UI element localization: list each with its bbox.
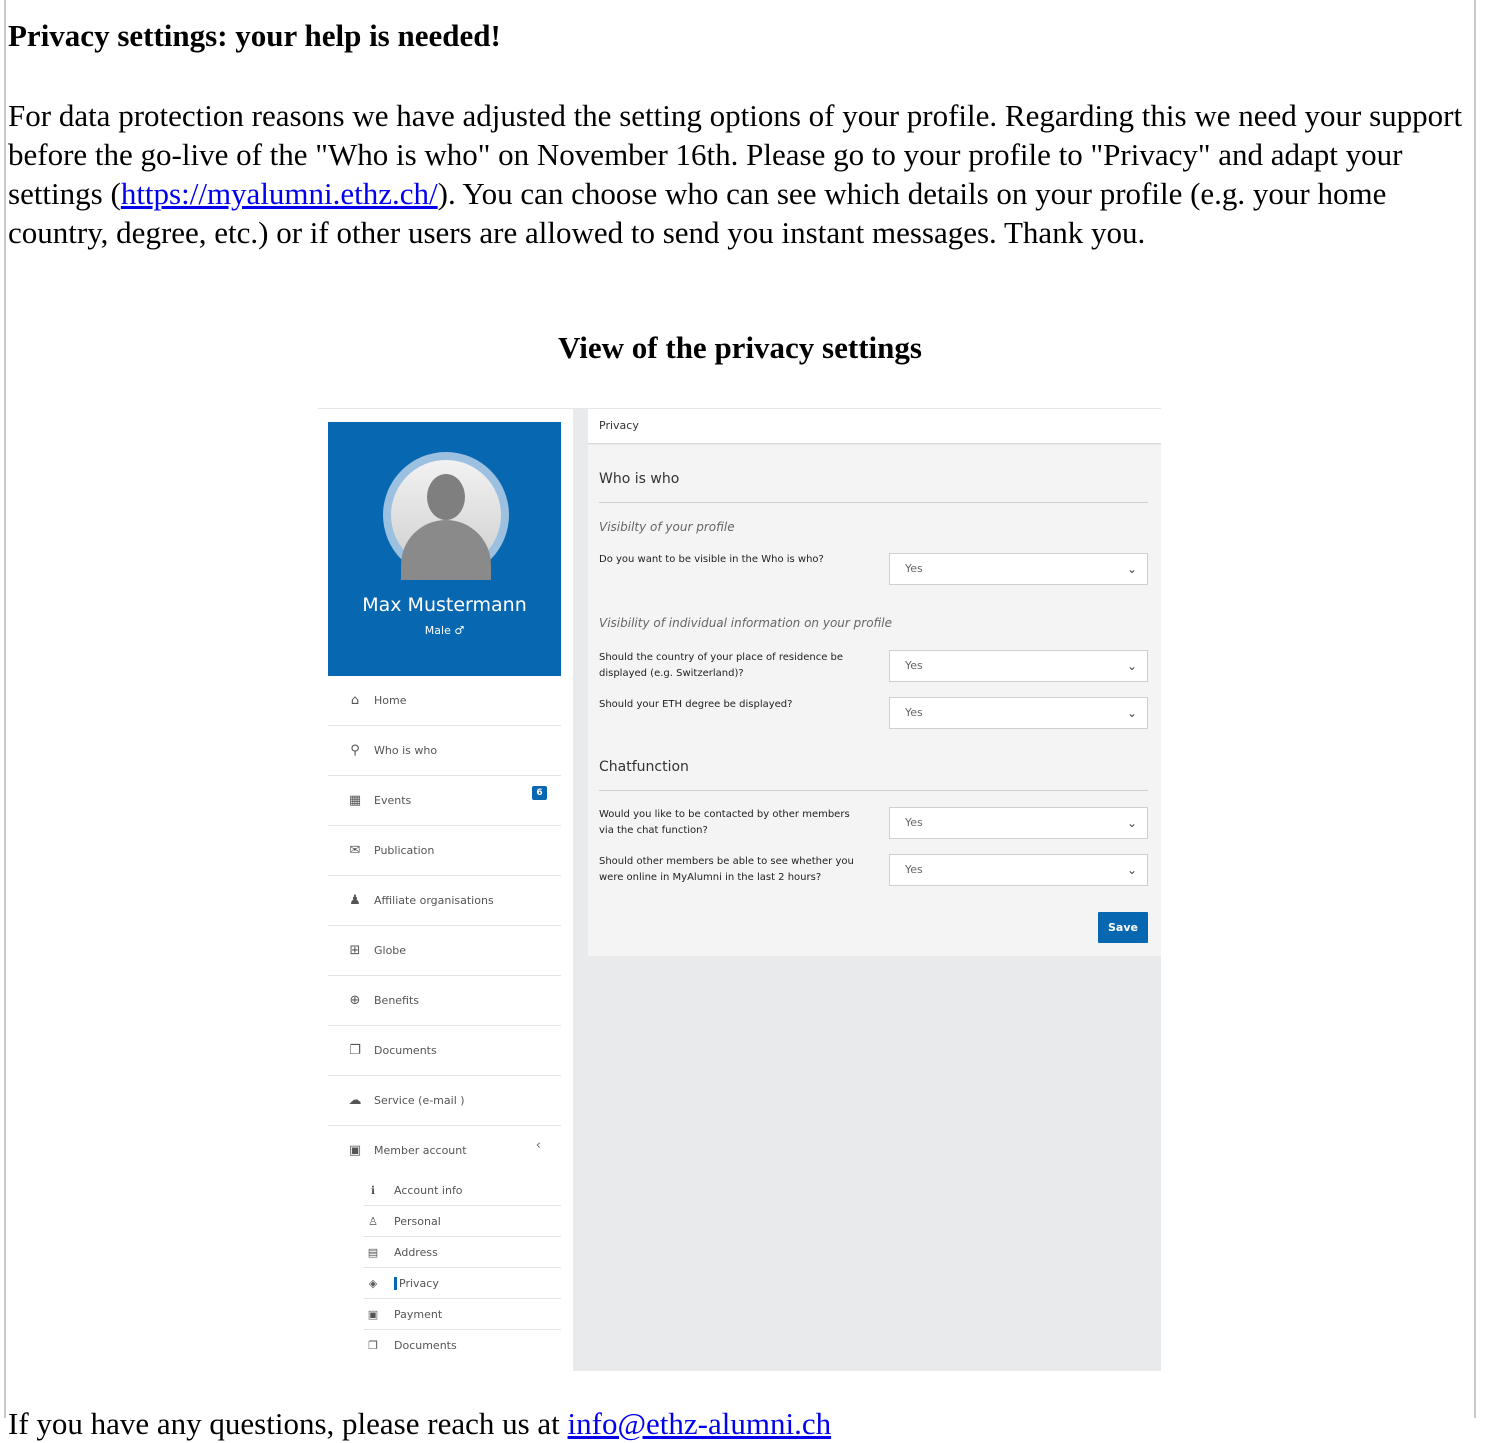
footer-line (8, 1404, 1468, 1441)
privacy-panel (588, 445, 1161, 956)
visible-select[interactable] (889, 553, 1148, 585)
eye-slash-icon: ◈ (368, 1276, 378, 1290)
profile-name: Max Mustermann (362, 594, 527, 616)
intro-text-end: ). You can choose who can see which details on your profile (e.g. your home country, degree, etc.) or if other users are allowed to send you instant messages. Thank you. (8, 176, 1387, 250)
subnav-item-documents[interactable] (364, 1330, 561, 1360)
main-content (573, 409, 1161, 1371)
subnav-item-label: Account info (394, 1183, 463, 1197)
sidebar-item-label: Service (e-mail ) (374, 1094, 465, 1107)
question-degree: Should your ETH degree be displayed? (599, 699, 793, 710)
contact-select[interactable] (889, 807, 1148, 839)
select-value: Yes (905, 706, 923, 719)
sidebar-item-benefits[interactable] (328, 976, 561, 1026)
divider (599, 790, 1148, 791)
chevron-down-icon: ⌄ (1126, 863, 1137, 877)
country-select[interactable] (889, 650, 1148, 682)
home-icon: ⌂ (350, 693, 360, 708)
figure-title: View of the privacy settings (558, 330, 922, 365)
subnav-item-label: Payment (394, 1307, 443, 1321)
sidebar-item-events[interactable] (328, 776, 561, 826)
gift-icon: ⊕ (349, 993, 361, 1008)
select-value: Yes (905, 863, 923, 876)
chevron-down-icon: ⌄ (1126, 706, 1137, 720)
chevron-down-icon: ⌄ (1126, 816, 1137, 830)
sidebar-item-label: Events (374, 794, 412, 807)
section-title-chatfunction: Chatfunction (599, 759, 689, 775)
intro-paragraph (8, 96, 1478, 252)
profile-visibility-subtitle: Visibilty of your profile (599, 520, 735, 534)
chevron-down-icon: ⌄ (1126, 562, 1137, 576)
users-icon: ♟ (349, 893, 361, 908)
select-value: Yes (905, 562, 923, 575)
question-country: Should the country of your place of residence be displayed (e.g. Switzerland)? (599, 652, 844, 679)
sidebar-item-label: Member account (374, 1144, 467, 1157)
sidebar-item-label: Affiliate organisations (374, 894, 494, 907)
avatar (383, 452, 509, 578)
select-value: Yes (905, 816, 923, 829)
sidebar-item-member-account[interactable] (328, 1126, 561, 1175)
subnav-item-label: Documents (394, 1338, 457, 1352)
subnav-item-label: Address (394, 1245, 438, 1259)
sidebar-item-label: Home (374, 694, 407, 707)
subnav-item-privacy[interactable] (364, 1268, 561, 1299)
search-icon: ⚲ (350, 743, 360, 758)
info-icon: ℹ (370, 1183, 376, 1197)
save-button[interactable]: Save (1098, 912, 1148, 943)
events-count-badge: 6 (532, 786, 547, 800)
profile-gender: Male ♂ (424, 624, 465, 637)
basket-icon: ⊞ (349, 943, 361, 958)
question-contact: Would you like to be contacted by other members via the chat function? (599, 809, 850, 836)
user-icon: ♙ (368, 1214, 378, 1228)
sidebar-item-publication[interactable] (328, 826, 561, 876)
divider (599, 502, 1148, 503)
sidebar-item-label: Who is who (374, 744, 438, 757)
select-value: Yes (905, 659, 923, 672)
intro-text-start: For data protection reasons we have adjusted the setting options of your profile. Regarding this we need your support before the go-live of the "Who is who" on November 16th. Please go to your profile to "Privacy" and adapt your settings ( (8, 98, 1463, 211)
id-card-icon: ▤ (367, 1245, 379, 1259)
section-title-who-is-who: Who is who (599, 471, 680, 487)
individual-info-subtitle: Visibility of individual information on your profile (599, 616, 893, 630)
subnav-item-label: Privacy (399, 1276, 439, 1290)
myalumni-link[interactable]: https://myalumni.ethz.ch/ (120, 176, 438, 211)
envelope-icon: ✉ (349, 843, 361, 858)
contact-email-link[interactable]: info@ethz-alumni.ch (567, 1406, 832, 1441)
question-online: Should other members be able to see whether you were online in MyAlumni in the last 2 hours? (599, 856, 854, 883)
lock-icon: ▣ (348, 1143, 362, 1158)
privacy-settings-screenshot (318, 408, 1161, 1371)
breadcrumb: Privacy (588, 409, 1161, 444)
sidebar (328, 422, 561, 1360)
subnav-item-personal[interactable] (364, 1206, 561, 1237)
sidebar-item-documents[interactable] (328, 1026, 561, 1076)
frame-border-left (4, 0, 6, 1418)
sidebar-item-label: Publication (374, 844, 435, 857)
subnav-item-address[interactable] (364, 1237, 561, 1268)
sidebar-item-label: Globe (374, 944, 407, 957)
chevron-left-icon[interactable]: ‹ (535, 1138, 541, 1153)
subnav-item-label: Personal (394, 1214, 441, 1228)
calendar-icon: ▦ (348, 793, 362, 808)
sidebar-item-home[interactable] (328, 676, 561, 726)
active-indicator (394, 1277, 397, 1290)
sidebar-item-who-is-who[interactable] (328, 726, 561, 776)
sidebar-item-label: Documents (374, 1044, 437, 1057)
online-select[interactable] (889, 854, 1148, 886)
email-headline: Privacy settings: your help is needed! (8, 18, 501, 53)
profile-card (328, 422, 561, 676)
sidebar-item-label: Benefits (374, 994, 420, 1007)
footer-text: If you have any questions, please reach us at (8, 1406, 560, 1441)
sidebar-item-affiliate-organisations[interactable] (328, 876, 561, 926)
sidebar-item-globe[interactable] (328, 926, 561, 976)
money-icon: ▣ (367, 1307, 379, 1321)
question-visible: Do you want to be visible in the Who is who? (599, 554, 824, 565)
sidebar-item-service[interactable] (328, 1076, 561, 1126)
subnav-item-account-info[interactable] (364, 1175, 561, 1206)
degree-select[interactable] (889, 697, 1148, 729)
chevron-down-icon: ⌄ (1126, 659, 1137, 673)
documents-icon: ❐ (368, 1338, 378, 1352)
subnav-item-payment[interactable] (364, 1299, 561, 1330)
cloud-icon: ☁ (348, 1093, 362, 1108)
avatar-placeholder-icon (391, 460, 501, 570)
documents-icon: ❐ (349, 1043, 361, 1058)
